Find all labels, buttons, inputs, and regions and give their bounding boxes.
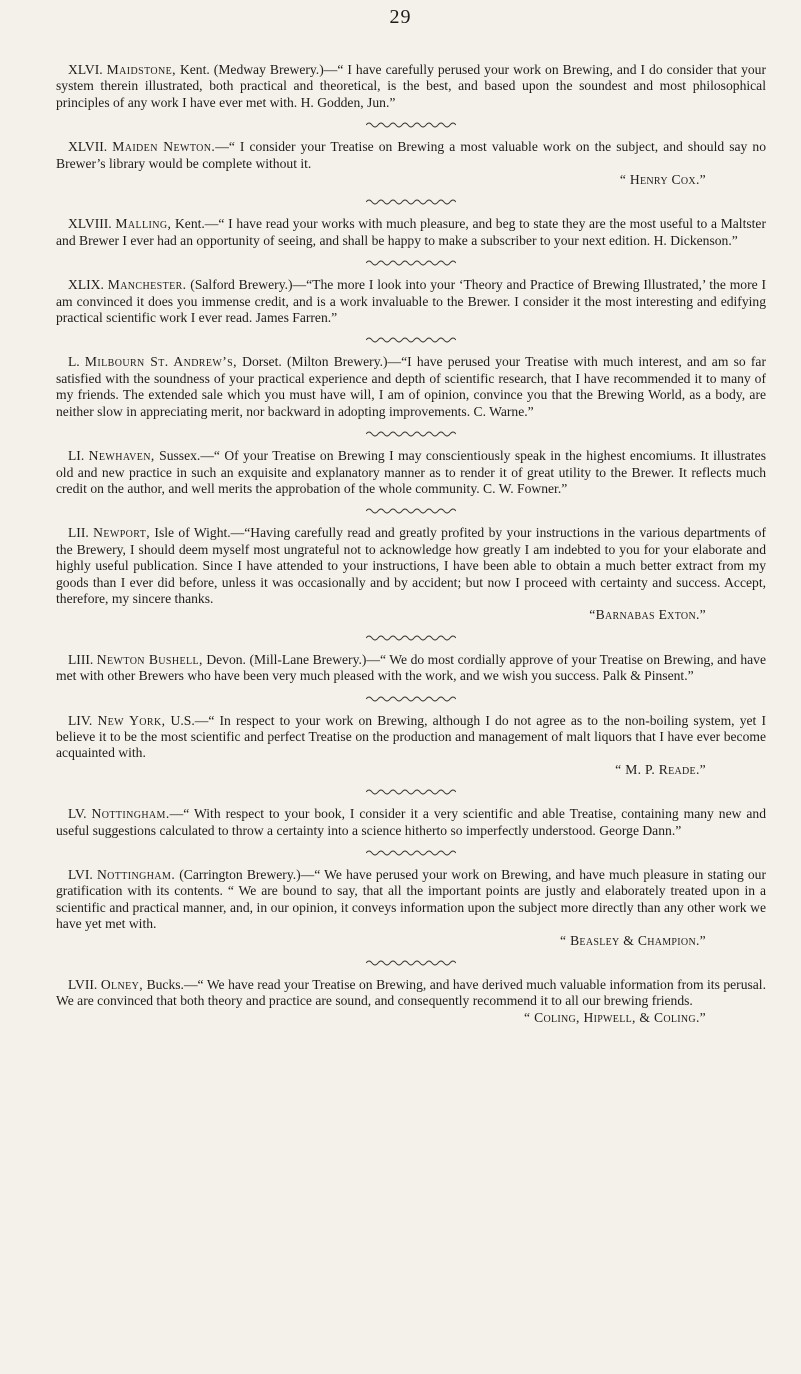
entry-text: Isle of Wight.—“Having carefully read and greatly profited by your instructions in the various departments of the Brewery, I should deem myself most ungrateful not to acknowledge how greatly I am indebted to you for your elaborate and highly useful publication. Since I have attended to your instructions, I have been able to obtain a much better extract from my goods than I ever did before, unless it was occasionally and by accident; but now I proceed with certainty and success. Accept, therefore, my sincere thanks. bbox=[56, 525, 766, 606]
testimonial-entry bbox=[56, 713, 766, 779]
page-number: 29 bbox=[389, 6, 412, 28]
testimonial-entry bbox=[56, 806, 766, 839]
wavy-divider-ornament bbox=[366, 198, 456, 206]
wavy-divider-ornament bbox=[366, 336, 456, 344]
entry-number: LII. bbox=[68, 525, 89, 541]
testimonial-entry bbox=[56, 652, 766, 685]
testimonial-entry bbox=[56, 62, 766, 111]
entry-place: Newton Bushell, bbox=[96, 651, 203, 667]
entry-signature: “ Henry Cox.” bbox=[619, 172, 706, 188]
testimonial-entry bbox=[56, 354, 766, 420]
testimonial-entry bbox=[56, 867, 766, 949]
entry-place: Manchester. bbox=[107, 277, 187, 293]
entry-text: Bucks.—“ We have read your Treatise on Brewing, and have derived much valuable information from its perusal. We are convinced that both theory and practice are sound, and consequently recommend it to all our brewing friends. bbox=[56, 977, 766, 1009]
entry-text: —“ I consider your Treatise on Brewing a most valuable work on the subject, and should say no Brewer’s library would be complete without it. bbox=[56, 139, 766, 171]
testimonial-list bbox=[56, 62, 766, 1026]
testimonial-entry bbox=[56, 525, 766, 623]
entry-signature: “Barnabas Exton.” bbox=[589, 607, 706, 623]
entry-place: Nottingham. bbox=[91, 806, 170, 822]
entry-signature: “ Beasley & Champion.” bbox=[560, 932, 706, 948]
entry-text: Devon. (Mill-Lane Brewery.)—“ We do most cordially approve of your Treatise on Brewing, and have met with other Brewers who have been very much pleased with the work, and we wish you success. Palk & Pinsent.” bbox=[56, 651, 766, 684]
entry-text: U.S.—“ In respect to your work on Brewing, although I do not agree as to the non-boiling system, yet I believe it to be the most scientific and perfect Treatise on the production and management of malt liquors that I have ever become acquainted with. bbox=[56, 712, 767, 761]
entry-number: XLIX. bbox=[68, 277, 104, 293]
entry-text: Kent.—“ I have read your works with much pleasure, and beg to state they are the most useful to a Maltster and Brewer I ever had an opportunity of seeing, and shall be happy to make a subscriber to your next edition. H. Dickenson.” bbox=[56, 216, 766, 248]
entry-place: Milbourn St. Andrew’s, bbox=[84, 354, 237, 370]
entry-number: LI. bbox=[68, 448, 85, 464]
wavy-divider-ornament bbox=[366, 959, 456, 967]
wavy-divider-ornament bbox=[366, 507, 456, 515]
entry-number: LV. bbox=[68, 806, 87, 822]
wavy-divider-ornament bbox=[366, 788, 456, 796]
entry-number: XLVII. bbox=[68, 139, 108, 155]
testimonial-entry bbox=[56, 977, 766, 1026]
wavy-divider-ornament bbox=[366, 259, 456, 267]
wavy-divider-ornament bbox=[366, 849, 456, 857]
entry-place: Malling, bbox=[115, 216, 172, 232]
entry-number: LIV. bbox=[68, 712, 93, 728]
entry-place: Maiden Newton. bbox=[112, 139, 216, 155]
wavy-divider-ornament bbox=[366, 430, 456, 438]
testimonial-entry bbox=[56, 448, 766, 497]
entry-text: Kent. (Medway Brewery.)—“ I have carefully perused your work on Brewing, and I do consider that your system therein illustrated, both practical and theoretical, is the best, and based upon the soundest and most philosophical principles of any work I have ever met with. H. Godden, Jun.” bbox=[56, 62, 766, 110]
entry-number: XLVI. bbox=[68, 62, 103, 77]
entry-place: Nottingham. bbox=[96, 867, 176, 882]
entry-place: Newhaven, bbox=[88, 448, 155, 464]
entry-place: Olney, bbox=[100, 977, 144, 993]
entry-number: LVI. bbox=[68, 867, 93, 882]
wavy-divider-ornament bbox=[366, 121, 456, 129]
testimonial-entry bbox=[56, 139, 766, 188]
entry-signature: “ Coling, Hipwell, & Coling.” bbox=[524, 1009, 706, 1025]
entry-text: Sussex.—“ Of your Treatise on Brewing I may conscientiously speak in the highest encomiums. It illustrates old and new practice in such an exquisite and explanatory manner as to render it of great utility to the Brewer. It reflects much credit on the author, and well merits the approbation of the whole community. C. W. Fowner.” bbox=[56, 448, 766, 496]
entry-text: (Salford Brewery.)—“The more I look into your ‘Theory and Practice of Brewing Illustrated,’ the more I am convinced it does you immense credit, and is a work invaluable to the Brewer. I consider it the most interesting and edifying practical scientific work I ever read. James Farren.” bbox=[56, 277, 766, 326]
entry-text: (Carrington Brewery.)—“ We have perused your work on Brewing, and have much pleasure in stating our gratification with its contents. “ We are bound to say, that all the important points are justly and elaborately treated upon in a scientific and practical manner, and, in our opinion, it conveys information upon the subject more directly than any other work we have yet met with. bbox=[56, 867, 766, 932]
entry-place: Maidstone, bbox=[106, 62, 176, 77]
entry-place: New York, bbox=[97, 712, 166, 728]
testimonial-entry bbox=[56, 216, 766, 249]
testimonial-entry bbox=[56, 277, 766, 326]
entry-number: XLVIII. bbox=[68, 216, 112, 232]
entry-place: Newport, bbox=[93, 525, 151, 541]
entry-number: L. bbox=[68, 354, 80, 370]
entry-number: LVII. bbox=[68, 977, 98, 993]
entry-number: LIII. bbox=[68, 651, 94, 667]
entry-signature: “ M. P. Reade.” bbox=[615, 761, 706, 777]
entry-text: Dorset. (Milton Brewery.)—“I have perused your Treatise with much interest, and am so far satisfied with the soundness of your practical experience and depth of scientific research, that I have recommended it to many of my friends. The extended sale which you must have will, I am of opinion, convince you that the Brewing World, as a body, are neither slow in appreciating merit, nor backward in adopting improvements. C. Warne.” bbox=[56, 354, 766, 419]
wavy-divider-ornament bbox=[366, 695, 456, 703]
wavy-divider-ornament bbox=[366, 634, 456, 642]
entry-text: —“ With respect to your book, I consider it a very scientific and able Treatise, containing many new and useful suggestions calculated to throw a certainty into a science hitherto so imperfectly understood. George Dann.” bbox=[56, 806, 766, 838]
